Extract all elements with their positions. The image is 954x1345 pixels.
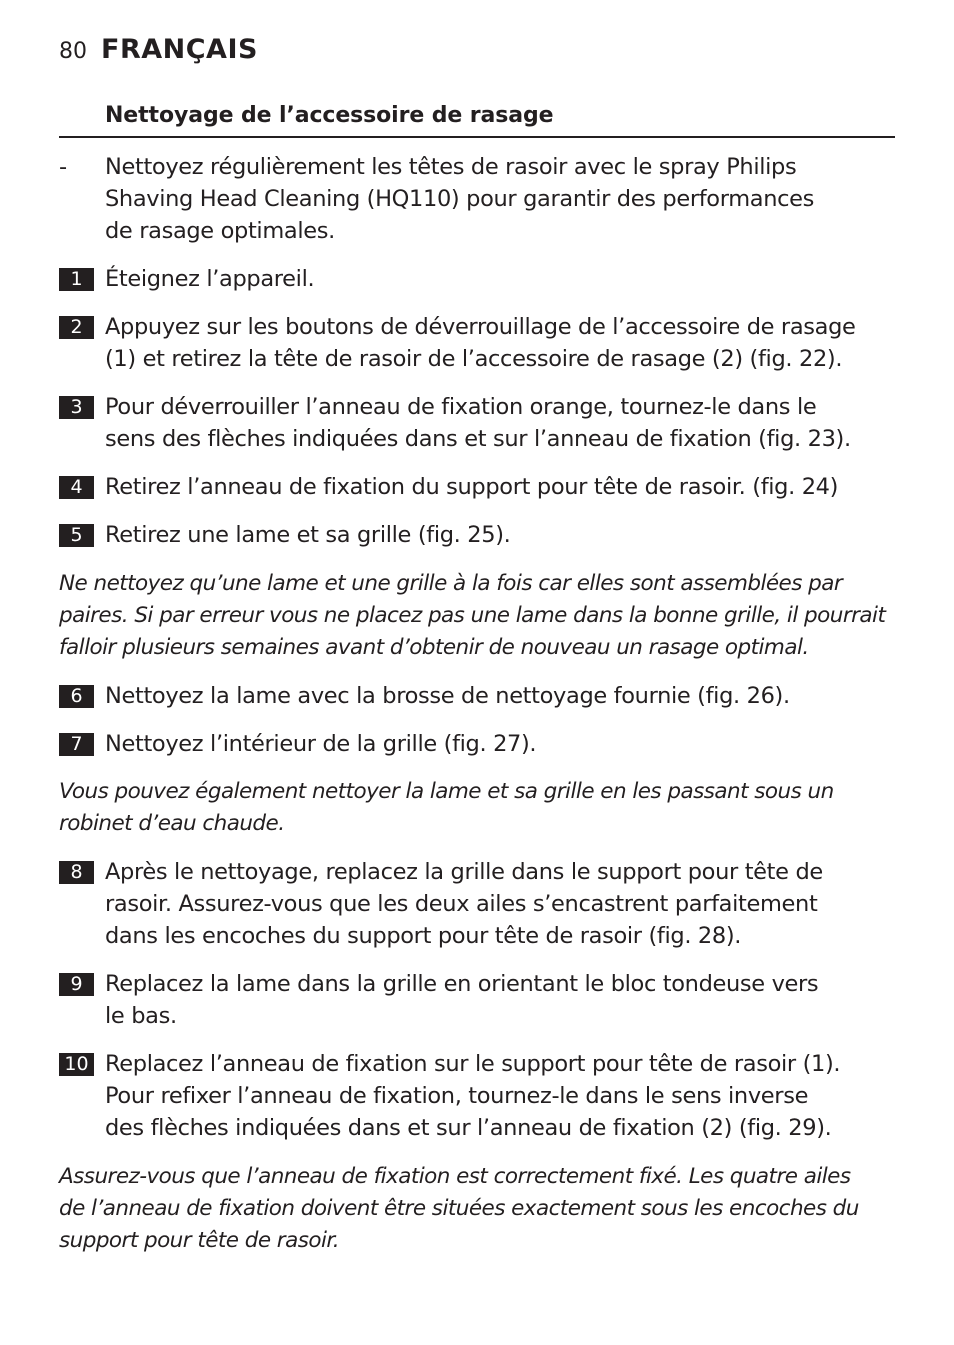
step-3 xyxy=(59,391,899,455)
step-8 xyxy=(59,856,899,952)
step-text: Retirez une lame et sa grille (fig. 25). xyxy=(105,522,511,548)
step-text: Appuyez sur les boutons de déverrouillage de l’accessoire de rasage (1) et retirez la tête de rasoir de l’accessoire de rasage (2) (fig. 22). xyxy=(105,314,856,372)
step-2 xyxy=(59,311,899,375)
step-number-badge: 8 xyxy=(59,861,94,884)
italic-note: Vous pouvez également nettoyer la lame et sa grille en les passant sous un robinet d’eau chaude. xyxy=(59,779,834,836)
step-number-badge: 7 xyxy=(59,733,94,756)
page-number: 80 xyxy=(59,39,87,64)
section-divider xyxy=(59,136,895,138)
step-number-badge: 6 xyxy=(59,685,94,708)
intro-text: Nettoyez régulièrement les têtes de rasoir avec le spray Philips Shaving Head Cleaning (HQ110) pour garantir des performances de rasage optimales. xyxy=(105,154,815,244)
step-number-badge: 1 xyxy=(59,268,94,291)
step-number-badge: 9 xyxy=(59,973,94,996)
step-text: Replacez la lame dans la grille en orientant le bloc tondeuse vers le bas. xyxy=(105,971,819,1029)
intro-bullet-item xyxy=(59,151,899,247)
italic-note: Ne nettoyez qu’une lame et une grille à la fois car elles sont assemblées par paires. Si par erreur vous ne placez pas une lame dans la bonne grille, il pourrait falloir plusieurs semaines avant d’obtenir de nouveau un rasage optimal. xyxy=(59,571,886,660)
language-heading: FRANÇAIS xyxy=(101,34,258,65)
step-text: Éteignez l’appareil. xyxy=(105,266,315,292)
italic-note: Assurez-vous que l’anneau de fixation est correctement fixé. Les quatre ailes de l’anneau de fixation doivent être situées exactement sous les encoches du support pour tête de rasoir. xyxy=(59,1164,859,1253)
step-4 xyxy=(59,471,899,503)
step-number-badge: 3 xyxy=(59,396,94,419)
section-title: Nettoyage de l’accessoire de rasage xyxy=(105,103,554,128)
step-text: Retirez l’anneau de fixation du support pour tête de rasoir. (fig. 24) xyxy=(105,474,839,500)
step-text: Nettoyez la lame avec la brosse de nettoyage fournie (fig. 26). xyxy=(105,683,790,709)
bullet-dash: - xyxy=(59,154,67,180)
step-number-badge: 2 xyxy=(59,316,94,339)
step-6 xyxy=(59,680,899,712)
step-5 xyxy=(59,519,899,551)
step-text: Pour déverrouiller l’anneau de fixation orange, tournez-le dans le sens des flèches indiquées dans et sur l’anneau de fixation (fig. 23). xyxy=(105,394,851,452)
step-1 xyxy=(59,263,899,295)
step-number-badge: 5 xyxy=(59,524,94,547)
step-text: Nettoyez l’intérieur de la grille (fig. 27). xyxy=(105,731,537,757)
step-10 xyxy=(59,1048,899,1144)
step-text: Après le nettoyage, replacez la grille dans le support pour tête de rasoir. Assurez-vous que les deux ailes s’encastrent parfaitement dans les encoches du support pour tête de rasoir (fig. 28). xyxy=(105,859,823,949)
step-number-badge: 10 xyxy=(59,1053,94,1076)
step-9 xyxy=(59,968,899,1032)
step-number-badge: 4 xyxy=(59,476,94,499)
page-header xyxy=(59,34,258,65)
step-7 xyxy=(59,728,899,760)
step-text: Replacez l’anneau de fixation sur le support pour tête de rasoir (1). Pour refixer l’anneau de fixation, tournez-le dans le sens inverse des flèches indiquées dans et sur l’anneau de fixation (2) (fig. 29). xyxy=(105,1051,841,1141)
